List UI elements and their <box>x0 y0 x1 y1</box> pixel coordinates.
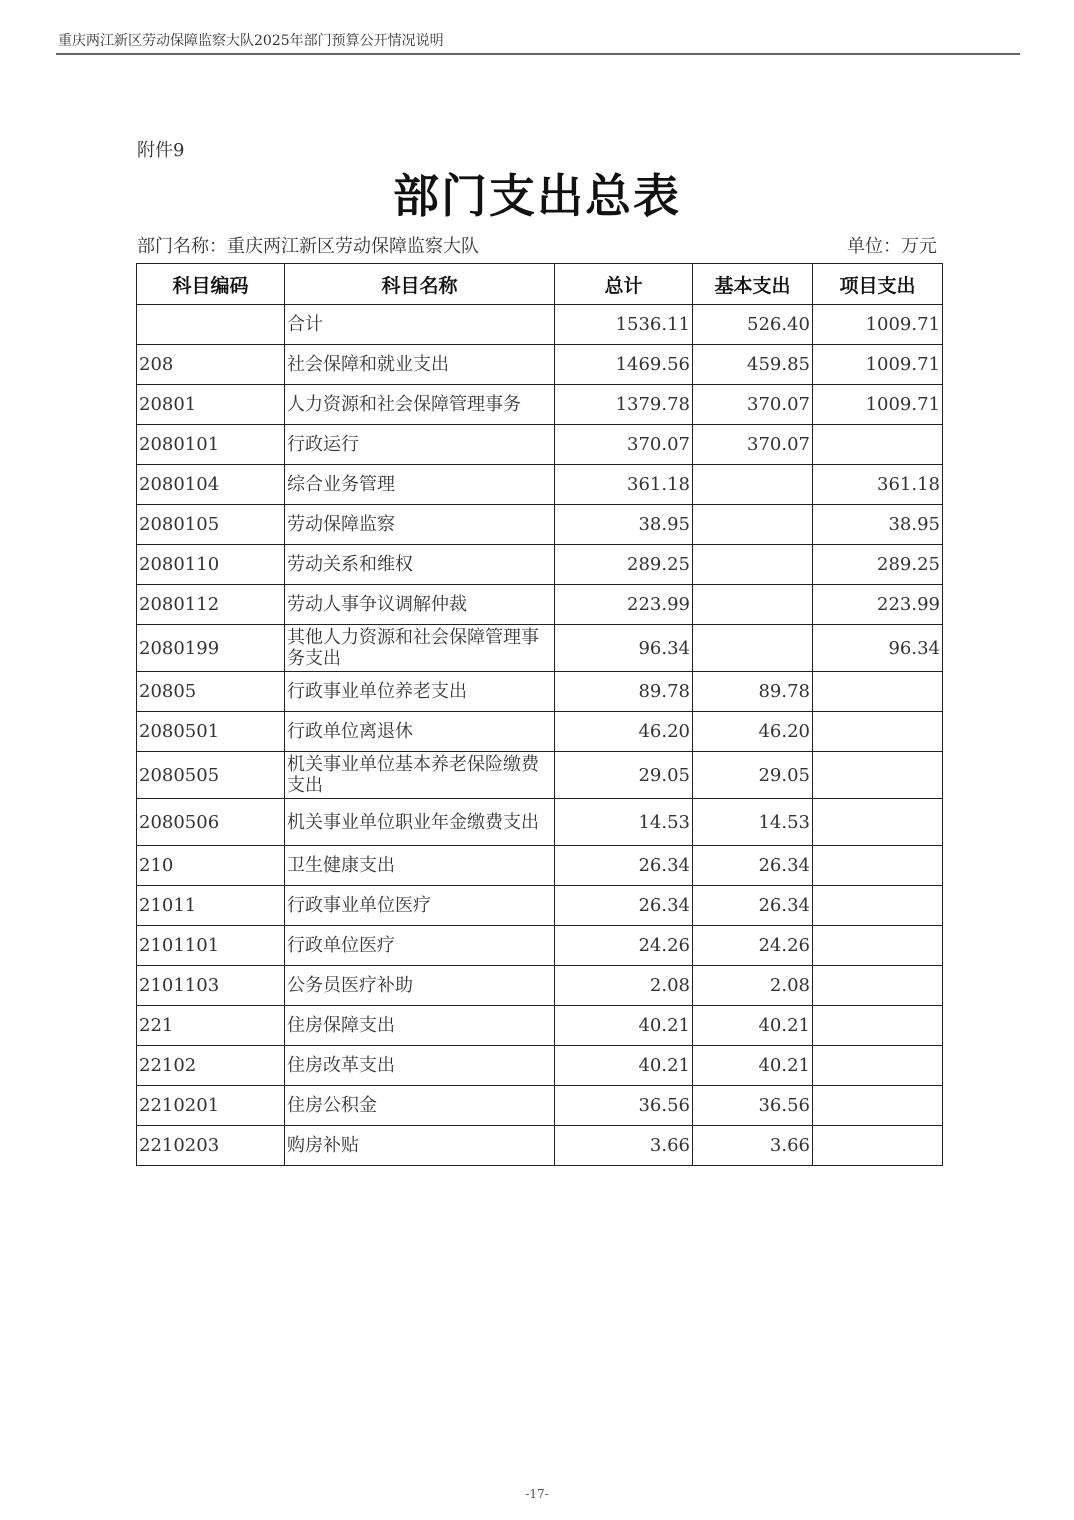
table-row <box>137 345 943 385</box>
cell-code: 2210201 <box>137 1086 285 1126</box>
table-row <box>137 1046 943 1086</box>
cell-name: 行政单位离退休 <box>285 712 555 752</box>
cell-basic: 29.05 <box>693 752 813 799</box>
table-row <box>137 752 943 799</box>
cell-total: 89.78 <box>555 672 693 712</box>
cell-code: 2080505 <box>137 752 285 799</box>
cell-project: 1009.71 <box>813 385 943 425</box>
running-header: 重庆两江新区劳动保障监察大队2025年部门预算公开情况说明 <box>58 33 444 49</box>
cell-project <box>813 752 943 799</box>
cell-code: 208 <box>137 345 285 385</box>
cell-project <box>813 1046 943 1086</box>
cell-code: 2080199 <box>137 625 285 672</box>
cell-basic <box>693 545 813 585</box>
cell-basic: 24.26 <box>693 926 813 966</box>
column-header-basic: 基本支出 <box>693 264 813 305</box>
cell-project <box>813 1086 943 1126</box>
cell-project <box>813 672 943 712</box>
cell-name: 综合业务管理 <box>285 465 555 505</box>
cell-basic: 370.07 <box>693 425 813 465</box>
unit-label: 单位：万元 <box>847 236 937 257</box>
table-row <box>137 425 943 465</box>
cell-name: 人力资源和社会保障管理事务 <box>285 385 555 425</box>
cell-total: 36.56 <box>555 1086 693 1126</box>
cell-project: 361.18 <box>813 465 943 505</box>
table-row <box>137 1006 943 1046</box>
cell-project <box>813 966 943 1006</box>
cell-project: 1009.71 <box>813 345 943 385</box>
cell-total: 29.05 <box>555 752 693 799</box>
cell-basic: 36.56 <box>693 1086 813 1126</box>
cell-code: 2080104 <box>137 465 285 505</box>
table-row <box>137 625 943 672</box>
table-row <box>137 465 943 505</box>
cell-basic: 89.78 <box>693 672 813 712</box>
cell-code: 21011 <box>137 886 285 926</box>
cell-code: 210 <box>137 846 285 886</box>
cell-code: 20805 <box>137 672 285 712</box>
cell-name: 行政运行 <box>285 425 555 465</box>
attachment-label: 附件9 <box>137 140 185 161</box>
table-row <box>137 799 943 846</box>
page-title: 部门支出总表 <box>393 169 681 223</box>
cell-code: 2080112 <box>137 585 285 625</box>
cell-total: 38.95 <box>555 505 693 545</box>
cell-basic: 26.34 <box>693 886 813 926</box>
cell-code: 2080506 <box>137 799 285 846</box>
table-row <box>137 712 943 752</box>
cell-basic <box>693 505 813 545</box>
cell-project <box>813 846 943 886</box>
cell-name: 行政事业单位医疗 <box>285 886 555 926</box>
cell-name: 合计 <box>285 305 555 345</box>
cell-total: 2.08 <box>555 966 693 1006</box>
cell-project <box>813 425 943 465</box>
cell-name: 机关事业单位职业年金缴费支出 <box>285 799 555 846</box>
cell-project: 223.99 <box>813 585 943 625</box>
cell-project: 38.95 <box>813 505 943 545</box>
cell-basic: 26.34 <box>693 846 813 886</box>
department-name: 部门名称：重庆两江新区劳动保障监察大队 <box>137 236 479 257</box>
cell-total: 223.99 <box>555 585 693 625</box>
cell-code: 20801 <box>137 385 285 425</box>
table-row <box>137 926 943 966</box>
cell-code: 2210203 <box>137 1126 285 1166</box>
cell-total: 361.18 <box>555 465 693 505</box>
table-row <box>137 886 943 926</box>
column-header-code: 科目编码 <box>137 264 285 305</box>
cell-name: 行政事业单位养老支出 <box>285 672 555 712</box>
cell-code: 2101101 <box>137 926 285 966</box>
table-row <box>137 966 943 1006</box>
column-header-project: 项目支出 <box>813 264 943 305</box>
cell-total: 289.25 <box>555 545 693 585</box>
cell-basic <box>693 465 813 505</box>
cell-code <box>137 305 285 345</box>
table-row <box>137 1086 943 1126</box>
cell-basic: 46.20 <box>693 712 813 752</box>
cell-code: 2080110 <box>137 545 285 585</box>
cell-basic: 40.21 <box>693 1006 813 1046</box>
cell-name: 住房保障支出 <box>285 1006 555 1046</box>
cell-basic: 370.07 <box>693 385 813 425</box>
cell-total: 14.53 <box>555 799 693 846</box>
cell-basic: 526.40 <box>693 305 813 345</box>
cell-project: 1009.71 <box>813 305 943 345</box>
cell-total: 46.20 <box>555 712 693 752</box>
cell-project <box>813 1006 943 1046</box>
cell-total: 370.07 <box>555 425 693 465</box>
cell-code: 22102 <box>137 1046 285 1086</box>
page-number: -17- <box>525 1487 549 1501</box>
table-row <box>137 585 943 625</box>
table-row <box>137 385 943 425</box>
cell-code: 221 <box>137 1006 285 1046</box>
cell-project <box>813 886 943 926</box>
cell-code: 2080501 <box>137 712 285 752</box>
cell-total: 96.34 <box>555 625 693 672</box>
table-row <box>137 1126 943 1166</box>
cell-basic <box>693 585 813 625</box>
cell-total: 26.34 <box>555 886 693 926</box>
table-row <box>137 505 943 545</box>
column-header-total: 总计 <box>555 264 693 305</box>
cell-project <box>813 1126 943 1166</box>
cell-basic: 2.08 <box>693 966 813 1006</box>
cell-name: 机关事业单位基本养老保险缴费支出 <box>285 752 555 799</box>
cell-project <box>813 712 943 752</box>
cell-name: 住房公积金 <box>285 1086 555 1126</box>
cell-name: 劳动保障监察 <box>285 505 555 545</box>
cell-name: 劳动人事争议调解仲裁 <box>285 585 555 625</box>
expenditure-table <box>136 263 943 1166</box>
cell-name: 卫生健康支出 <box>285 846 555 886</box>
cell-name: 其他人力资源和社会保障管理事务支出 <box>285 625 555 672</box>
cell-project: 96.34 <box>813 625 943 672</box>
cell-project <box>813 926 943 966</box>
table-row <box>137 672 943 712</box>
cell-total: 24.26 <box>555 926 693 966</box>
cell-code: 2101103 <box>137 966 285 1006</box>
table-row <box>137 545 943 585</box>
cell-project <box>813 799 943 846</box>
cell-total: 26.34 <box>555 846 693 886</box>
cell-code: 2080101 <box>137 425 285 465</box>
cell-basic: 3.66 <box>693 1126 813 1166</box>
cell-basic: 459.85 <box>693 345 813 385</box>
cell-name: 社会保障和就业支出 <box>285 345 555 385</box>
cell-total: 40.21 <box>555 1046 693 1086</box>
cell-project: 289.25 <box>813 545 943 585</box>
table-row <box>137 305 943 345</box>
cell-basic: 14.53 <box>693 799 813 846</box>
cell-total: 40.21 <box>555 1006 693 1046</box>
cell-basic <box>693 625 813 672</box>
table-header-row <box>137 264 943 305</box>
cell-total: 3.66 <box>555 1126 693 1166</box>
cell-name: 购房补贴 <box>285 1126 555 1166</box>
header-divider <box>56 53 1020 55</box>
cell-code: 2080105 <box>137 505 285 545</box>
cell-total: 1536.11 <box>555 305 693 345</box>
cell-name: 行政单位医疗 <box>285 926 555 966</box>
cell-name: 住房改革支出 <box>285 1046 555 1086</box>
cell-name: 劳动关系和维权 <box>285 545 555 585</box>
cell-total: 1469.56 <box>555 345 693 385</box>
cell-basic: 40.21 <box>693 1046 813 1086</box>
cell-total: 1379.78 <box>555 385 693 425</box>
column-header-name: 科目名称 <box>285 264 555 305</box>
table-row <box>137 846 943 886</box>
cell-name: 公务员医疗补助 <box>285 966 555 1006</box>
